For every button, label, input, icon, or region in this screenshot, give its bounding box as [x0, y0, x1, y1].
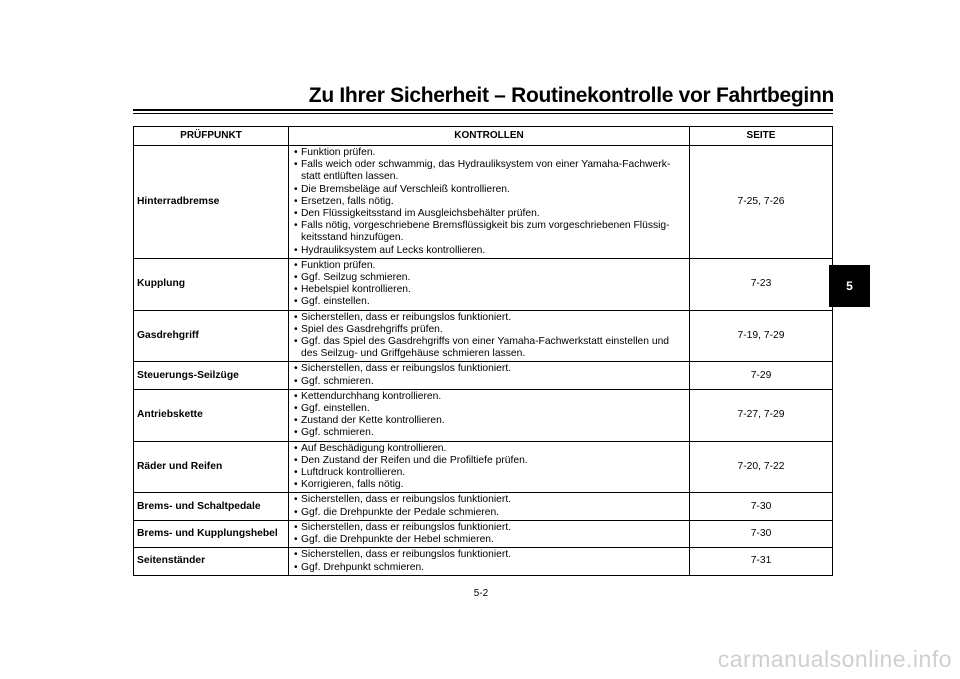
check-item: • Auf Beschädigung kontrollieren. — [294, 443, 685, 455]
check-item: • Ggf. Seilzug schmieren. — [294, 272, 685, 284]
check-point: Steuerungs-Seilzüge — [134, 362, 289, 389]
table-row — [134, 493, 833, 520]
check-item: • Korrigieren, falls nötig. — [294, 479, 685, 491]
check-item: • Falls weich oder schwammig, das Hydrauliksystem von einer Yamaha-Fachwerk-statt entlüften lassen. — [294, 159, 685, 183]
check-list — [294, 312, 685, 361]
check-item: • Zustand der Kette kontrollieren. — [294, 415, 685, 427]
check-item: • Den Flüssigkeitsstand im Ausgleichsbehälter prüfen. — [294, 208, 685, 220]
table-header-row — [134, 127, 833, 146]
page-reference: 7-29 — [690, 362, 833, 389]
check-list — [294, 260, 685, 309]
check-point: Hinterradbremse — [134, 146, 289, 259]
check-item: • Kettendurchhang kontrollieren. — [294, 391, 685, 403]
check-item: • Sicherstellen, dass er reibungslos funktioniert. — [294, 549, 685, 561]
check-item: • Spiel des Gasdrehgriffs prüfen. — [294, 324, 685, 336]
check-point: Antriebskette — [134, 389, 289, 441]
check-item: • Ggf. die Drehpunkte der Pedale schmieren. — [294, 507, 685, 519]
check-item: • Ggf. Drehpunkt schmieren. — [294, 562, 685, 574]
page-number: 5-2 — [473, 588, 489, 599]
check-items — [289, 362, 690, 389]
page-reference: 7-20, 7-22 — [690, 441, 833, 493]
check-item: • Sicherstellen, dass er reibungslos funktioniert. — [294, 312, 685, 324]
page-reference: 7-27, 7-29 — [690, 389, 833, 441]
check-item: • Sicherstellen, dass er reibungslos funktioniert. — [294, 363, 685, 375]
check-list — [294, 549, 685, 573]
check-item: • Funktion prüfen. — [294, 147, 685, 159]
check-item: • Sicherstellen, dass er reibungslos funktioniert. — [294, 522, 685, 534]
check-point: Brems- und Schaltpedale — [134, 493, 289, 520]
page-title: Zu Ihrer Sicherheit – Routinekontrolle vor Fahrtbeginn — [308, 84, 834, 107]
watermark: carmanualsonline.info — [717, 646, 952, 672]
check-list — [294, 443, 685, 492]
header-checks: KONTROLLEN — [289, 127, 690, 146]
check-point: Räder und Reifen — [134, 441, 289, 493]
check-items — [289, 493, 690, 520]
table-row — [134, 548, 833, 575]
check-item: • Ggf. schmieren. — [294, 376, 685, 388]
inspection-table — [133, 126, 833, 576]
check-item: • Hebelspiel kontrollieren. — [294, 284, 685, 296]
check-items — [289, 548, 690, 575]
table-body — [134, 146, 833, 576]
page-reference: 7-23 — [690, 258, 833, 310]
check-items — [289, 389, 690, 441]
check-items — [289, 146, 690, 259]
check-list — [294, 363, 685, 387]
check-item: • Hydrauliksystem auf Lecks kontrollieren. — [294, 245, 685, 257]
check-items — [289, 441, 690, 493]
table-row — [134, 146, 833, 259]
check-item: • Funktion prüfen. — [294, 260, 685, 272]
header-page: SEITE — [690, 127, 833, 146]
page-reference: 7-31 — [690, 548, 833, 575]
check-point: Seitenständer — [134, 548, 289, 575]
check-list — [294, 522, 685, 546]
chapter-tab: 5 — [829, 265, 870, 307]
check-items — [289, 258, 690, 310]
check-item: • Ersetzen, falls nötig. — [294, 196, 685, 208]
table-row — [134, 258, 833, 310]
header-point: PRÜFPUNKT — [134, 127, 289, 146]
page-reference: 7-30 — [690, 520, 833, 547]
page-reference: 7-19, 7-29 — [690, 310, 833, 362]
check-item: • Ggf. einstellen. — [294, 403, 685, 415]
table-row — [134, 362, 833, 389]
check-item: • Sicherstellen, dass er reibungslos funktioniert. — [294, 494, 685, 506]
check-item: • Den Zustand der Reifen und die Profiltiefe prüfen. — [294, 455, 685, 467]
check-items — [289, 520, 690, 547]
table-row — [134, 310, 833, 362]
check-point: Gasdrehgriff — [134, 310, 289, 362]
check-items — [289, 310, 690, 362]
title-rule-thin — [133, 113, 833, 114]
check-item: • Ggf. schmieren. — [294, 427, 685, 439]
table-row — [134, 520, 833, 547]
check-point: Kupplung — [134, 258, 289, 310]
check-list — [294, 147, 685, 257]
page-reference: 7-25, 7-26 — [690, 146, 833, 259]
check-list — [294, 494, 685, 518]
check-point: Brems- und Kupplungshebel — [134, 520, 289, 547]
page-reference: 7-30 — [690, 493, 833, 520]
title-rule — [133, 109, 833, 111]
check-item: • Falls nötig, vorgeschriebene Bremsflüssigkeit bis zum vorgeschriebenen Flüssig-keitsstand hinzufügen. — [294, 220, 685, 244]
check-item: • Die Bremsbeläge auf Verschleiß kontrollieren. — [294, 184, 685, 196]
table-row — [134, 441, 833, 493]
check-list — [294, 391, 685, 440]
check-item: • Ggf. das Spiel des Gasdrehgriffs von einer Yamaha-Fachwerkstatt einstellen und des Seilzug- und Griffgehäuse schmieren lassen. — [294, 336, 685, 360]
check-item: • Luftdruck kontrollieren. — [294, 467, 685, 479]
table-row — [134, 389, 833, 441]
check-item: • Ggf. die Drehpunkte der Hebel schmieren. — [294, 534, 685, 546]
check-item: • Ggf. einstellen. — [294, 296, 685, 308]
